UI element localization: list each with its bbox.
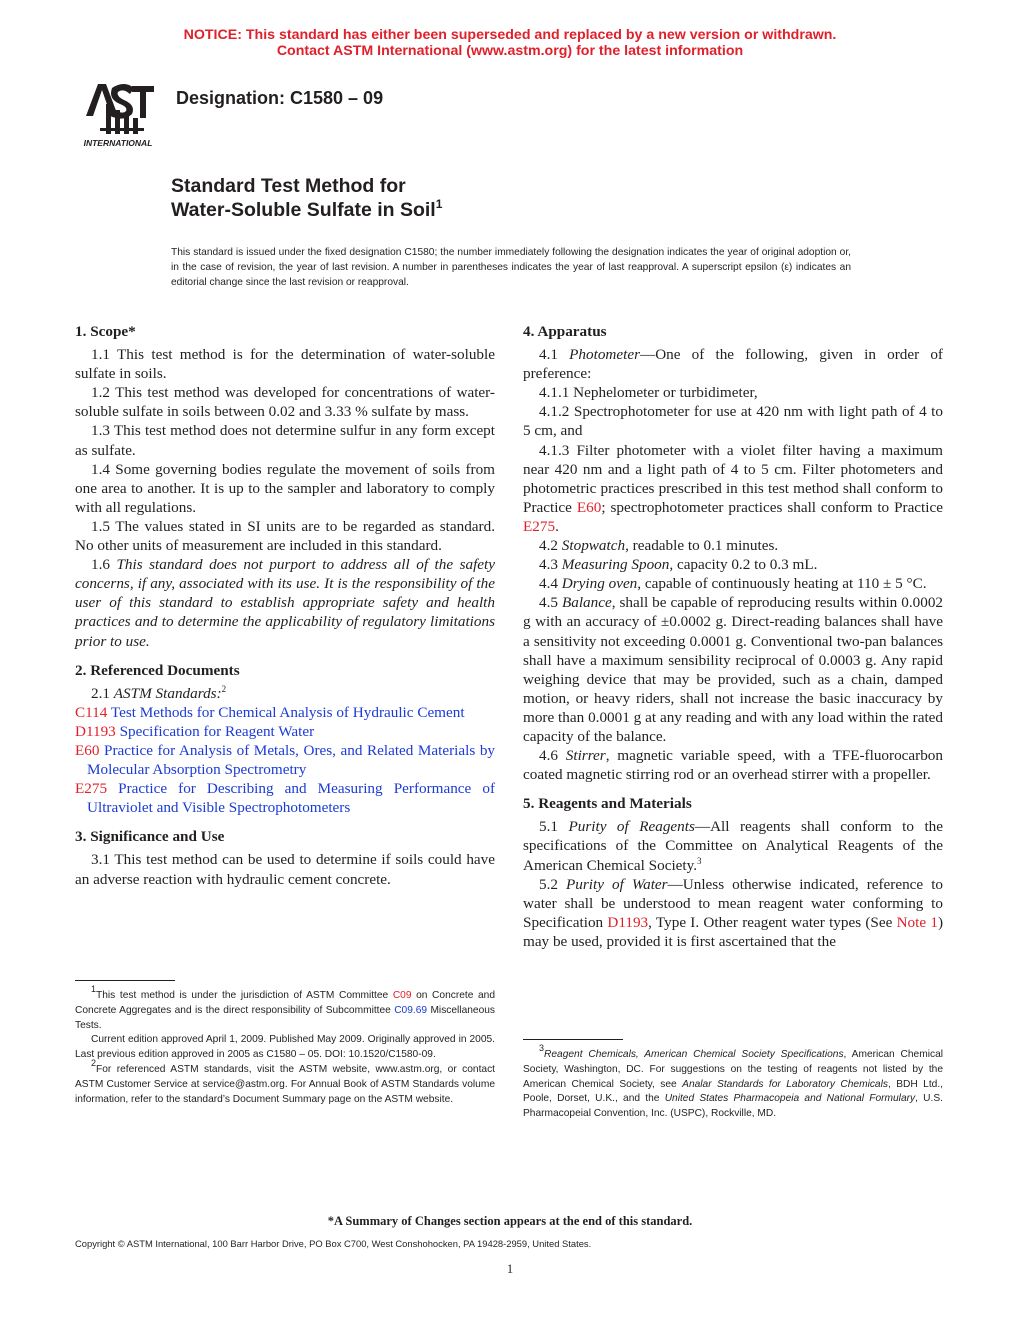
paragraph-1-6-text: This standard does not purport to address all of the safety concerns, if any, associated with its use. It is the responsibility of the user of this standard to establish appropriate safety and health practices and to determine the applicability of regulatory limitations prior to use.	[75, 556, 496, 650]
paragraph-4-1: 4.1 Photometer—One of the following, given in order of preference:	[523, 346, 943, 383]
reference-d1193-code[interactable]: D1193	[75, 722, 116, 740]
reference-d1193-title[interactable]: Specification for Reagent Water	[119, 722, 315, 740]
footnote-1-edition: Current edition approved April 1, 2009. Published May 2009. Originally approved in 2005. Last previous edition approved in 2005 as C1580 – 05. DOI: 10.1520/C1580-09.	[75, 1034, 495, 1061]
paragraph-2-1: 2.1 ASTM Standards:$^2$	[91, 683, 227, 702]
reference-e60-code[interactable]: E60	[75, 741, 100, 759]
reference-d1193[interactable]	[75, 722, 495, 741]
section-reagents-heading: 5. Reagents and Materials	[523, 795, 692, 813]
paragraph-4-6: 4.6 Stirrer, magnetic variable speed, with a TFE-fluorocarbon coated magnetic stirring rod or an overhead stirrer with a propeller.	[523, 747, 943, 784]
link-d1193[interactable]: D1193	[607, 913, 649, 931]
paragraph-5-2: 5.2 Purity of Water—Unless otherwise indicated, reference to water shall be understood to mean reagent water conforming to Specification D1193, Type I. Other reagent water types (See Note 1) may be used, provided it is first ascertained that the	[523, 875, 944, 950]
paragraph-1-6-number: 1.6	[91, 556, 110, 574]
astm-logo-text: INTERNATIONAL	[83, 138, 153, 148]
notice-line-1: NOTICE: This standard has either been superseded and replaced by a new version or withdrawn.	[183, 27, 837, 43]
paragraph-4-1-3: 4.1.3 Filter photometer with a violet filter having a maximum near 420 nm and a light path of 4 to 5 cm. Filter photometers and photometric practices prescribed in this test method shall conform to Practice E60; spectrophotometer practices shall conform to Practice E275.	[523, 441, 943, 535]
paragraph-1-5: 1.5 The values stated in SI units are to be regarded as standard. No other units of measurement are included in this standard.	[75, 517, 495, 555]
paragraph-4-5: 4.5 Balance, shall be capable of reproducing results within 0.0002 g with an accuracy of ±0.0002 g. Direct-reading balances shall have a sensitivity not exceeding 0.0001 g. Conventional two-pan balances shall have a maximum sensibility reciprocal of 0.0003 g. Any rapid weighing device that may be provided, such as a chain, damped motion, or heavy riders, shall not increase the basic inaccuracy by more than 0.0001 g at any reading and with any load within the rated capacity of the balance.	[523, 594, 944, 745]
section-scope-heading: 1. Scope*	[75, 323, 136, 340]
title-line-2-text: Water-Soluble Sulfate in Soil	[171, 199, 436, 221]
paragraph-1-1: 1.1 This test method is for the determination of water-soluble sulfate in soils.	[75, 346, 495, 383]
footnote-divider-right	[523, 1039, 623, 1040]
footnotes-right	[523, 1043, 944, 1122]
astm-logo	[76, 76, 160, 150]
reference-e60-title[interactable]: Practice for Analysis of Metals, Ores, and Related Materials by Molecular Absorption Spectrometry	[87, 741, 496, 779]
reference-e275-code[interactable]: E275	[75, 780, 108, 798]
paragraph-3-1: 3.1 This test method can be used to determine if soils could have an adverse reaction with hydraulic cement concrete.	[75, 851, 495, 888]
footnote-2: $^2$For referenced ASTM standards, visit the ASTM website, www.astm.org, or contact ASTM Customer Service at service@astm.org. For Annual Book of ASTM Standards volume information, refer to the standard’s Document Summary page on the ASTM website.	[75, 1057, 495, 1105]
section-significance-heading: 3. Significance and Use	[75, 828, 225, 846]
reference-c114[interactable]	[75, 703, 495, 722]
paragraph-4-2: 4.2 Stopwatch, readable to 0.1 minutes.	[539, 537, 779, 555]
copyright: Copyright © ASTM International, 100 Barr Harbor Drive, PO Box C700, West Conshohocken, PA 19428-2959, United States.	[75, 1238, 592, 1249]
notice-banner	[0, 27, 1020, 59]
section-apparatus-heading: 4. Apparatus	[523, 323, 607, 340]
section-referenced-heading: 2. Referenced Documents	[75, 661, 240, 679]
link-note-1[interactable]: Note 1	[896, 913, 938, 931]
paragraph-1-4: 1.4 Some governing bodies regulate the movement of soils from one area to another. It is up to the sampler and laboratory to comply with all regulations.	[75, 460, 495, 516]
link-e60[interactable]: E60	[576, 498, 602, 516]
reference-e60[interactable]	[75, 741, 495, 779]
link-c09[interactable]: C09	[392, 990, 412, 1001]
reference-e275-title[interactable]: Practice for Describing and Measuring Performance of Ultraviolet and Visible Spectrophotometers	[87, 780, 496, 817]
paragraph-1-6	[75, 555, 495, 650]
reference-c114-title[interactable]: Test Methods for Chemical Analysis of Hydraulic Cement	[110, 703, 465, 721]
footnotes-left	[75, 984, 495, 1107]
summary-of-changes-note: *A Summary of Changes section appears at the end of this standard.	[327, 1214, 693, 1228]
paragraph-4-1-1: 4.1.1 Nephelometer or turbidimeter,	[539, 384, 758, 402]
link-c09-69[interactable]: C09.69	[394, 1004, 428, 1016]
paragraph-1-2: 1.2 This test method was developed for concentrations of water-soluble sulfate in soils between 0.02 and 3.33 % sulfate by mass.	[75, 384, 495, 421]
reference-c114-code[interactable]: C114	[75, 703, 108, 721]
right-column	[523, 322, 943, 951]
paragraph-4-3: 4.3 Measuring Spoon, capacity 0.2 to 0.3 mL.	[539, 556, 818, 574]
paragraph-1-3: 1.3 This test method does not determine sulfur in any form except as sulfate.	[75, 422, 495, 459]
paragraph-4-1-2: 4.1.2 Spectrophotometer for use at 420 nm with light path of 4 to 5 cm, and	[523, 403, 943, 440]
page-number: 1	[506, 1262, 514, 1276]
footnote-1: $^1$This test method is under the jurisdiction of ASTM Committee C09 on Concrete and Concrete Aggregates and is the direct responsibility of Subcommittee C09.69 Miscellaneous Tests.	[75, 984, 495, 1031]
title-line-2	[171, 199, 442, 222]
left-column	[75, 322, 495, 889]
title-line-1: Standard Test Method for	[171, 175, 406, 197]
astm-logo-icon	[76, 76, 160, 150]
link-e275[interactable]: E275	[523, 517, 556, 535]
notice-line-2: Contact ASTM International (www.astm.org) for the latest information	[276, 43, 744, 59]
footnote-divider-left	[75, 980, 175, 981]
title-footnote-marker: 1	[435, 197, 443, 211]
footnote-3: $^3$Reagent Chemicals, American Chemical Society Specifications, American Chemical Society, Washington, DC. For suggestions on the testing of reagents not listed by the American Chemical Society, see Analar Standards for Laboratory Chemicals, BDH Ltd., Poole, Dorset, U.K., and the United States Pharmacopeia and National Formulary, U.S. Pharmacopeial Convention, Inc. (USPC), Rockville, MD.	[523, 1043, 944, 1120]
paragraph-5-1: 5.1 Purity of Reagents—All reagents shall conform to the specifications of the Committee on Analytical Reagents of the American Chemical Society.$^3$	[523, 818, 943, 874]
reference-e275[interactable]	[75, 779, 495, 817]
issued-note: This standard is issued under the fixed designation C1580; the number immediately following the designation indicates the year of original adoption or, in the case of revision, the year of last revision. A number in parentheses indicates the year of last reapproval. A superscript epsilon (ε) indicates an editorial change since the last revision or reapproval.	[171, 247, 851, 288]
designation: Designation: C1580 – 09	[176, 88, 384, 108]
paragraph-4-4: 4.4 Drying oven, capable of continuously heating at 110 ± 5 °C.	[539, 575, 927, 593]
